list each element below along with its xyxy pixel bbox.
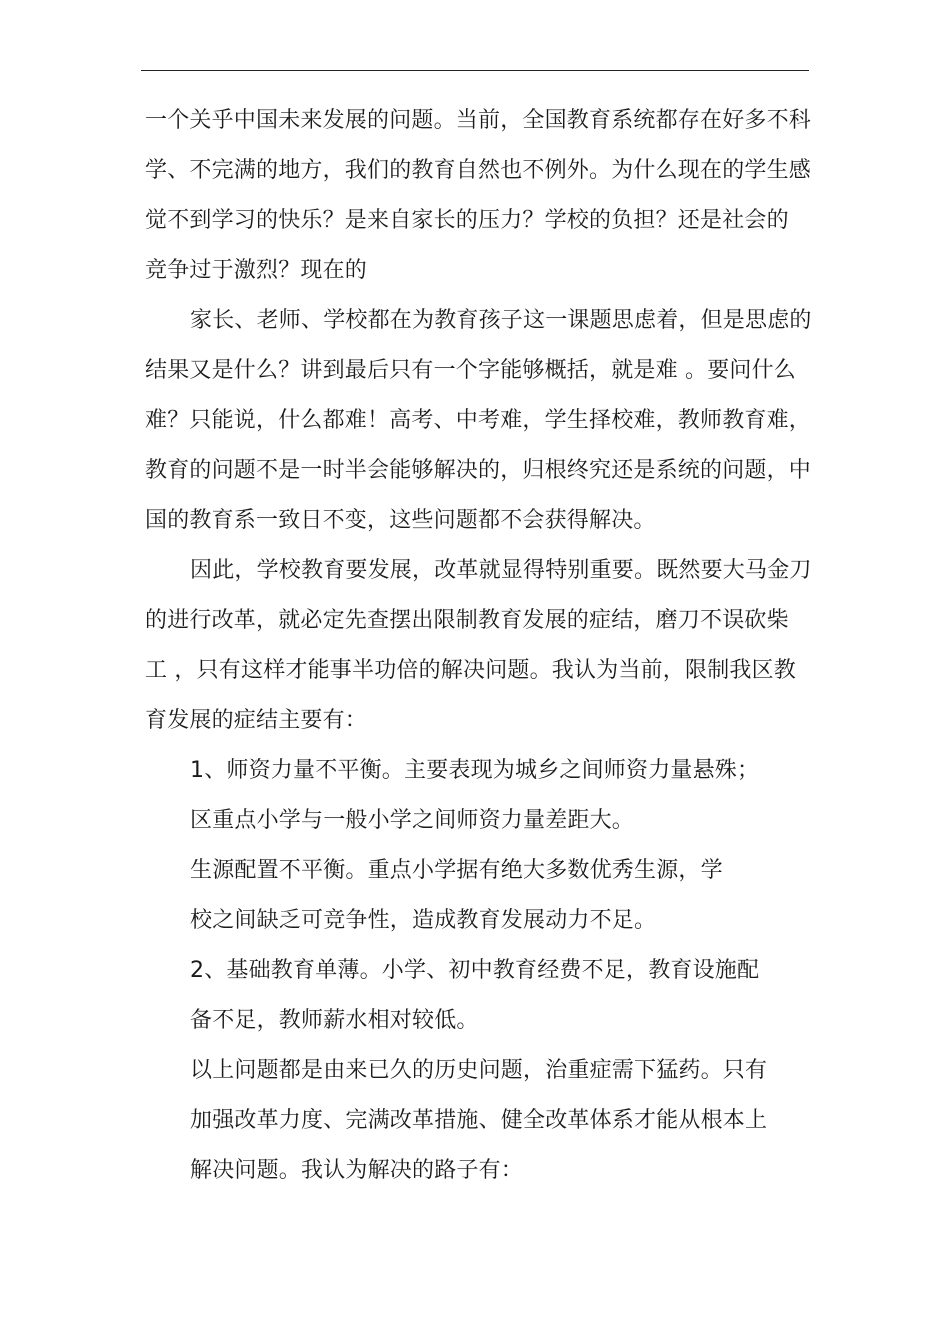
header-rule	[141, 70, 809, 71]
text-line: 一个关乎中国未来发展的问题。当前，全国教育系统都存在好多不科	[145, 108, 812, 133]
text-line: 解决问题。我认为解决的路子有：	[190, 1158, 524, 1183]
text-line: 竞争过于激烈？现在的	[145, 258, 368, 283]
text-line: 难？只能说，什么都难！高考、中考难，学生择校难，教师教育难，	[145, 408, 812, 433]
text-line: 国的教育系一致日不变，这些问题都不会获得解决。	[145, 508, 656, 533]
text-line: 因此，学校教育要发展，改革就显得特别重要。既然要大马金刀	[190, 558, 812, 583]
text-line: 家长、老师、学校都在为教育孩子这一课题思虑着，但是思虑的	[190, 308, 812, 333]
text-line: 校之间缺乏可竞争性，造成教育发展动力不足。	[190, 908, 657, 933]
text-line: 备不足，教师薪水相对较低。	[190, 1008, 479, 1033]
text-line: 的进行改革，就必定先查摆出限制教育发展的症结，磨刀不误砍柴	[145, 608, 789, 633]
text-line: 教育的问题不是一时半会能够解决的，归根终究还是系统的问题，中	[145, 458, 812, 483]
text-line: 觉不到学习的快乐？是来自家长的压力？学校的负担？还是社会的	[145, 208, 789, 233]
list-item: 2、基础教育单薄。小学、初中教育经费不足，教育设施配	[190, 958, 760, 983]
text-line: 加强改革力度、完满改革措施、健全改革体系才能从根本上	[190, 1108, 768, 1133]
text-line: 学、不完满的地方，我们的教育自然也不例外。为什么现在的学生感	[145, 158, 812, 183]
document-body	[145, 96, 825, 1196]
list-item: 1、师资力量不平衡。主要表现为城乡之间师资力量悬殊；	[190, 758, 760, 783]
text-line: 区重点小学与一般小学之间师资力量差距大。	[190, 808, 635, 833]
text-line: 生源配置不平衡。重点小学据有绝大多数优秀生源，学	[190, 858, 723, 883]
text-line: 结果又是什么？讲到最后只有一个字能够概括，就是难 。要问什么	[145, 358, 796, 383]
text-line: 工 ，只有这样才能事半功倍的解决问题。我认为当前，限制我区教	[145, 658, 796, 683]
text-line: 育发展的症结主要有：	[145, 708, 368, 733]
text-line: 以上问题都是由来已久的历史问题，治重症需下猛药。只有	[190, 1058, 768, 1083]
